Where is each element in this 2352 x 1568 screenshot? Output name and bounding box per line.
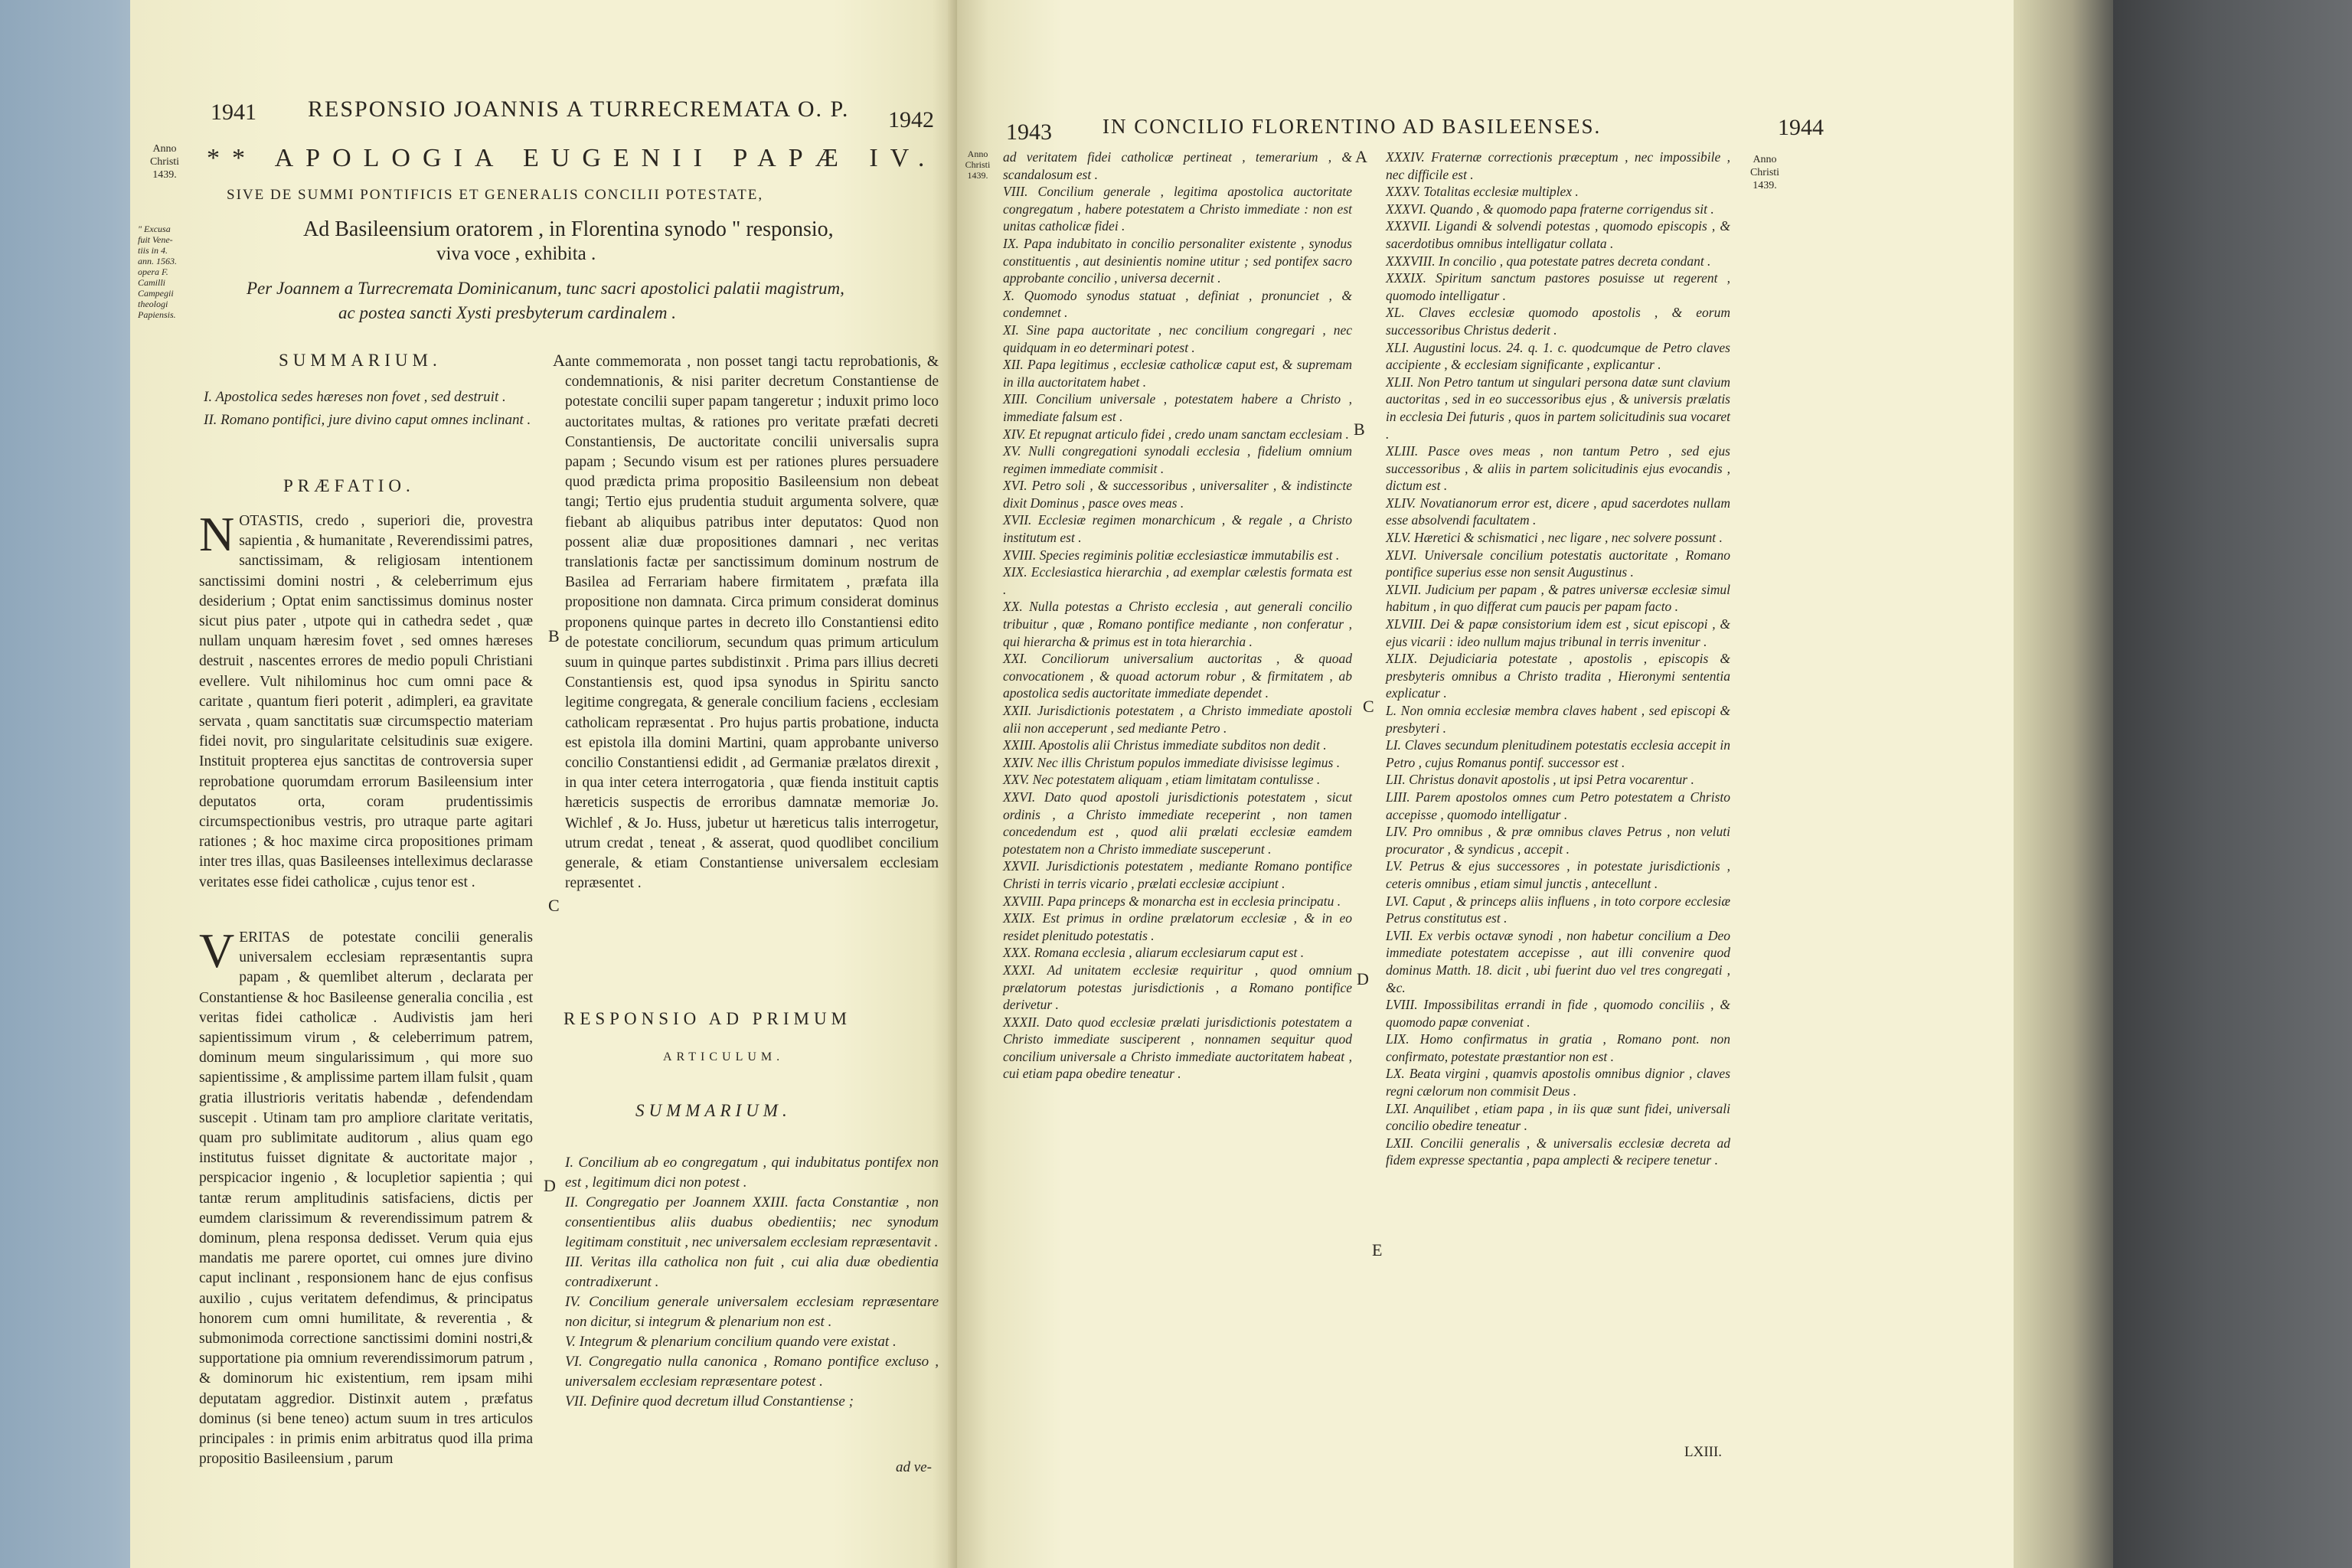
list-item: XIX. Ecclesiastica hierarchia , ad exemplar cælestis formata est . — [1003, 564, 1352, 597]
left-page — [130, 0, 957, 1568]
margin-year-left: Anno Christi 1439. — [965, 149, 991, 181]
list-item: X. Quomodo synodus statuat , definiat , pronunciet , & condemnet . — [1003, 287, 1352, 321]
catchword: LXIII. — [1684, 1444, 1723, 1460]
list-item: XXVI. Dato quod apostoli jurisdictionis potestatem , sicut ordinis , a Christo immediate receperint , non tamen concedendum est , quod alii prælati ecclesiæ eamdem potestatem non a Christo immediate susceperunt . — [1003, 789, 1352, 857]
veritas-body: ERITAS de potestate concilii generalis universalem ecclesiam repræsentantis supra papam , & quemlibet alterum , declarata per Constantiense & hoc Basileense generalia concilia , est veritas fidei catholicæ . Audivistis jam heri sapientissimum virum , & celeberrimum patrem, dominum meum singularissimum , qui more suo sapientissime , & amplissime partem illam fulsit , quam gratia illustrioris veritatis habendæ , defendendam suscepit . Utinam tam pro ampliore claritate veritatis, quam pro sublimitate auditorum , alius quam ego institutus fuisset dignitate & auctoritate major , perspicacior ingenio , & locupletior sapientia ; qui tantæ rerum amplitudinis satisfaciens, dictis per eumdem clarissimum & reverendissimum patrem & dominum, plena responsa dedisset. Verum quia ejus mandatis me parere oportet, cui omnes jure divino caput inclinant , responsionem hanc de ejus confisus auxilio , cujus veritatem defendimus, & principatus honorem cum omni humilitate, & reverentia , & submonimoda correctione sanctissimi domini nostri,& supportatione pia omnium reverendissimorum patrum , & dominorum hic existentium, rem ipsam mihi deputatam aggredior. Distinxit autem , præfatus dominus (si bene teneo) actum suum in tres articulos principales : in primis enim arbitratus quod illa prima propositio Basileensium , parum — [199, 929, 533, 1468]
margin-year-right: Anno Christi 1439. — [1749, 154, 1780, 191]
summarium2-heading: SUMMARIUM. — [635, 1101, 792, 1120]
section-marker: C — [1363, 697, 1374, 716]
list-item: XLI. Augustini locus. 24. q. 1. c. quodcumque de Petro claves accipiente , & ecclesiam significante , explicantur . — [1386, 339, 1730, 373]
title-line-4: ac postea sancti Xysti presbyterum cardinalem . — [338, 303, 676, 322]
list-item: LX. Beata virgini , quamvis apostolis omnibus dignior , claves regni cælorum non commisit Deus . — [1386, 1066, 1730, 1099]
margin-year: Anno Christi 1439. — [149, 143, 180, 181]
list-item: LI. Claves secundum plenitudinem potestatis ecclesia accepit in Petro , cujus Romanus pontif. successor est . — [1386, 737, 1730, 770]
column-two-body: ante commemorata , non posset tangi tactu reprobationis, & condemnationis, & nisi pariter decretum Constantiense de potestate concilii super papam tangeretur ; induxit primo loco auctoritates multas, & rationes pro veritate præfati decreti Constantiensis, De auctoritate concilii universalis supra papam ; Secundo visum est per rationes plures persuadere quod prædicta prima propositio Basileensium non debeat tangi; Tertio ejus prudentia studuit argumenta solvere, quæ fiebant ab aliquibus patribus inter deputatos: Quod non possent aliæ duæ propositiones damnari , nec veritas translationis factæ per sanctissimum dominum nostrum de Basilea ad Ferrariam habere firmitatem , præfata illa propositione non damnata. Circa primum considerat dominus proponens quinque partes in decreto illo Constantiensi edito de potestate conciliorum, secundum quas primum articulum suum in quinque partes subdistinxit . Prima pars illius decreti Constantiensis est, quod ipsa synodus in Spiritu sancto legitime congregata, & generale concilium faciens , ecclesiam catholicam repræsentat . Pro hujus partis probatione, inducta est epistola illa domini Martini, quam approbante universo concilio Constantiensi edidit , ad Germaniæ prælatos direxit , in qua inter cetera interrogatoria , quæ fienda instituit captis hæreticis suspectis de erroribus damnatæ memoriæ Jo. Wichlef , & Jo. Huss, jubetur ut hæreticus talis interrogetur, utrum credat , teneat , & asserat, quod quodlibet concilium generale, & etiam Constantiense universalem ecclesiam repræsentet . — [565, 354, 939, 892]
catchword: ad ve- — [896, 1459, 932, 1475]
list-item: XLVI. Universale concilium potestatis auctoritate , Romano pontifice superius esse non sensit Augustinus . — [1386, 547, 1730, 580]
list-item: XXIV. Nec illis Christum populos immediate divisisse legimus . — [1003, 754, 1341, 770]
list-item: XXXIV. Fraternæ correctionis præceptum , nec impossibile , nec difficile est . — [1386, 149, 1730, 182]
list-item: XXXV. Totalitas ecclesiæ multiplex . — [1386, 184, 1579, 200]
list-item: XLIV. Novatianorum error est, dicere , apud sacerdotes nullam esse absolvendi facultatem . — [1386, 495, 1730, 528]
list-item: XXXIX. Spiritum sanctum pastores posuisse ut regerent , quomodo intelligatur . — [1386, 270, 1730, 303]
backdrop-right — [2113, 0, 2352, 1568]
list-item: VIII. Concilium generale , legitima apostolica auctoritate congregatum , habere potestatem a Christo immediate : non est unitas catholicæ fidei . — [1003, 184, 1352, 234]
list-item: XVI. Petro soli , & successoribus , universaliter , & indistincte dixit Dominus , pasce oves meas . — [1003, 478, 1352, 511]
summarium2-item: V. Integrum & plenarium concilium quando vere existat . — [565, 1334, 897, 1350]
summarium-item: II. Romano pontifici, jure divino caput omnes inclinant . — [204, 412, 531, 428]
list-item: XII. Papa legitimus , ecclesiæ catholicæ caput est, & supremam in illa auctoritatem habet . — [1003, 357, 1352, 390]
running-head: RESPONSIO JOANNIS A TURRECREMATA O. P. — [308, 96, 850, 122]
list-item: XXXI. Ad unitatem ecclesiæ requiritur , quod omnium prælatorum potestas jurisdictionis , a Romano pontifice derivetur . — [1003, 962, 1352, 1013]
page-number-right: 1944 — [1778, 115, 1824, 140]
list-item: LIII. Parem apostolos omnes cum Petro potestatem a Christo accepisse , quomodo intelligatur . — [1386, 789, 1730, 822]
list-item: XXII. Jurisdictionis potestatem , a Christo immediate apostoli alii non acceperunt , sed mediante Petro . — [1003, 703, 1352, 736]
list-item: LVII. Ex verbis octavæ synodi , non habetur concilium a Deo immediate potestatem accepisse , aut illi convenire quod dominus Matth. 18. dicit , ubi fuerint duo vel tres congregati , &c. — [1386, 927, 1730, 995]
right-page — [957, 0, 2014, 1568]
list-item: LVIII. Impossibilitas errandi in fide , quomodo conciliis , & quomodo papæ conveniat . — [1386, 997, 1730, 1030]
summarium-heading: SUMMARIUM. — [279, 351, 442, 370]
summarium-item: I. Apostolica sedes hæreses non fovet , sed destruit . — [204, 389, 506, 405]
list-item: XLVIII. Dei & papæ consistorium idem est , sicut episcopi , & ejus vicarii : ideo nullum majus tribunal in terris invenitur . — [1386, 616, 1730, 649]
responsio-heading: RESPONSIO AD PRIMUM — [564, 1009, 852, 1028]
list-item: LXI. Anquilibet , etiam papa , in iis quæ sunt fidei, universali concilio obedire teneatur . — [1386, 1100, 1730, 1134]
section-marker: C — [548, 896, 560, 915]
list-item: LXII. Concilii generalis , & universalis ecclesiæ decreta ad fidem expresse spectantia , papa amplecti & recipere tenetur . — [1386, 1135, 1730, 1168]
summarium2-item: IV. Concilium generale universalem ecclesiam repræsentare non dicitur, si integrum & plenarium non est . — [565, 1294, 939, 1330]
summarium-list — [204, 387, 533, 430]
list-item: XLVII. Judicium per papam , & patres universæ ecclesiæ simul habitum , in quo differat cum paucis per papam facto . — [1386, 581, 1730, 615]
list-item: ad veritatem fidei catholicæ pertineat , temerarium , & scandalosum est . — [1003, 149, 1352, 182]
margin-footnote: " Excusa fuit Vene- tiis in 4. ann. 1563. opera F. Camilli Campegii theologi Papiensis. — [138, 224, 177, 320]
column-two-text — [565, 352, 939, 893]
summarium2-item: III. Veritas illa catholica non fuit , cui alia duæ obedientia contradixerunt . — [565, 1254, 939, 1290]
section-marker: E — [1372, 1240, 1383, 1259]
page-number-left: 1943 — [1006, 119, 1052, 145]
list-item: XIV. Et repugnat articulo fidei , credo unam sanctam ecclesiam . — [1003, 426, 1349, 442]
list-item: XVII. Ecclesiæ regimen monarchicum , & regale , a Christo institutum est . — [1003, 512, 1352, 546]
list-item: LIX. Homo confirmatus in gratia , Romano pont. non confirmato, potestate præstantior non est . — [1386, 1031, 1730, 1064]
list-item: LII. Christus donavit apostolis , ut ipsi Petra vocarentur . — [1386, 772, 1694, 788]
section-marker: B — [1354, 420, 1365, 439]
list-item: XX. Nulla potestas a Christo ecclesia , aut generali concilio tribuitur , quæ , Romano pontifice mediante , non conferatur , qui hierarcha & primus est in tota hierarchia . — [1003, 599, 1352, 649]
title-line-3: Per Joannem a Turrecremata Dominicanum, tunc sacri apostolici palatii magistrum, — [247, 279, 844, 298]
right-column-two — [1386, 149, 1730, 1169]
list-item: XXIII. Apostolis alii Christus immediate subditos non dedit . — [1003, 737, 1327, 753]
list-item: XXXVIII. In concilio , qua potestate patres decreta condant . — [1386, 253, 1711, 269]
summarium2-list — [565, 1153, 939, 1412]
list-item: XXX. Romana ecclesia , aliarum ecclesiarum caput est . — [1003, 945, 1305, 961]
list-item: XVIII. Species regiminis politiæ ecclesiasticæ immutabilis est . — [1003, 547, 1340, 563]
list-item: XL. Claves ecclesiæ quomodo apostolis , & eorum successoribus Christus dederit . — [1386, 305, 1730, 338]
list-item: XXI. Conciliorum universalium auctoritas , & quoad convocationem , & quoad actorum robur , & firmitatem , ab apostolica sedis auctoritate immediate dependet . — [1003, 651, 1352, 701]
list-item: XLIX. Dejudiciaria potestate , apostolis , episcopis & presbyteris omnibus a Christo tradita , Hieronymi sententia explicatur . — [1386, 651, 1730, 701]
praefatio-text — [199, 507, 533, 893]
title-line-2: viva voce , exhibita . — [436, 243, 596, 264]
page-number: 1941 — [211, 100, 256, 125]
list-item: XXXVI. Quando , & quomodo papa fraterne corrigendus sit . — [1386, 201, 1714, 217]
list-item: XV. Nulli congregationi synodali ecclesia , fidelium omnium regimen immediate commisit . — [1003, 443, 1352, 476]
section-marker: B — [548, 626, 560, 645]
list-item: XXVIII. Papa princeps & monarcha est in ecclesia principatu . — [1003, 893, 1341, 909]
title-line-1: Ad Basileensium oratorem , in Florentina synodo " responsio, — [303, 217, 834, 241]
list-item: LIV. Pro omnibus , & præ omnibus claves Petrus , non veluti procurator , & syndicus , accepit . — [1386, 824, 1730, 857]
list-item: L. Non omnia ecclesiæ membra claves habent , sed episcopi & presbyteri . — [1386, 703, 1730, 736]
praefatio-heading: PRÆFATIO. — [283, 476, 415, 495]
summarium2-item: VI. Congregatio nulla canonica , Romano pontifice excluso , universalem ecclesiam repræsentare potest . — [565, 1354, 939, 1390]
praefatio-body: OTASTIS, credo , superiori die, provestra sapientia , & humanitate , Reverendissimi patres, sanctissimam, & religiosam intentionem sanctissimi domini nostri , & celeberrimum ejus desiderium ; Optat enim sanctissimus dominus noster sicut pius pater , utpote qui in cathedra sedet , quæ nullam unquam hæresim fovet , sed omnes hæreses destruit , nascentes errores de medio populi Christiani evellere. Vult nihilominus hoc cum omni pace & caritate , quantum fieri poterit , adimpleri, ea gravitate servata , quam sanctitatis suæ circumspectio materiam fidei novit, pro singularitate celsitudinis suæ exigere. Instituit propterea ejus sanctitas de controversia super reprobatione quorumdam errorum Basileensium inter deputatos orta, coram prudentissimis circumspectionibus vestris, pro utraque parte agitari rationes ; & hoc maxime circa propositiones primam inter tres illas, quas Basileenses intelleximus declarasse veritates esse fidei catholicæ , cujus tenor est . — [199, 513, 533, 890]
dropcap-v: V — [199, 923, 235, 978]
section-marker: A — [1355, 147, 1367, 166]
dropcap-n: N — [199, 507, 235, 561]
list-item: XLIII. Pasce oves meas , non tantum Petro , sed ejus successoribus , & aliis in partem solicitudinis ejus evocandis , dictum est . — [1386, 443, 1730, 494]
list-item: XIII. Concilium universale , potestatem habere a Christo , immediate falsum est . — [1003, 391, 1352, 424]
page-number-inner: 1942 — [888, 107, 934, 132]
list-item: XLV. Hæretici & schismatici , nec ligare , nec solvere possunt . — [1386, 530, 1723, 546]
list-item: XXXII. Dato quod ecclesiæ prælati jurisdictionis potestatem a Christo immediate susciperent , nonnamen sequitur quod concilium universale a Christo immediate auctoritatem habeat , cui etiam papa obedire teneatur . — [1003, 1014, 1352, 1082]
list-item: XXV. Nec potestatem aliquam , etiam limitatam contulisse . — [1003, 772, 1321, 788]
articulum-heading: ARTICULUM. — [663, 1050, 785, 1063]
list-item: XI. Sine papa auctoritate , nec concilium congregari , nec quidquam in eo determinari potest . — [1003, 322, 1352, 355]
list-item: XXIX. Est primus in ordine prælatorum ecclesiæ , & in eo residet plenitudo potestatis . — [1003, 910, 1352, 943]
list-item: LV. Petrus & ejus successores , in potestate jurisdictionis , ceteris omnibus , etiam simul junctis , antecellunt . — [1386, 858, 1730, 891]
summarium2-item: I. Concilium ab eo congregatum , qui indubitatus pontifex non est , legitimum dici non potest . — [565, 1155, 939, 1191]
work-subtitle: SIVE DE SUMMI PONTIFICIS ET GENERALIS CONCILII POTESTATE, — [227, 187, 764, 203]
section-marker: D — [544, 1176, 556, 1195]
list-item: XXVII. Jurisdictionis potestatem , mediante Romano pontifice Christi in terris vicario , prælati ecclesiæ accipiunt . — [1003, 858, 1352, 891]
running-head: IN CONCILIO FLORENTINO AD BASILEENSES. — [1102, 115, 1602, 138]
list-item: IX. Papa indubitato in concilio personaliter existente , synodus constituentis , aut desinientis nomine utitur ; sed pontifex sacro approbante concilio , universa decernit . — [1003, 235, 1352, 286]
summarium2-item: VII. Definire quod decretum illud Constantiense ; — [565, 1393, 854, 1410]
work-title: ** APOLOGIA EUGENII PAPÆ IV. — [207, 144, 937, 172]
right-column-one — [1003, 149, 1352, 1083]
list-item: LVI. Caput , & princeps aliis influens , in toto corpore ecclesiæ Petrus constitutus est . — [1386, 893, 1730, 926]
veritas-text — [199, 923, 533, 1469]
section-marker: D — [1357, 969, 1369, 988]
section-marker: A — [553, 351, 565, 370]
summarium2-item: II. Congregatio per Joannem XXIII. facta Constantiæ , non consentientibus aliis duabus obedientiis; nec synodum legitimam constituit , nec universalem ecclesiam repræsentavit . — [565, 1194, 939, 1250]
list-item: XLII. Non Petro tantum ut singulari persona datæ sunt clavium auctoritas , sed in eo successoribus ejus , & universis prælatis in ecclesia Dei futuris , quos in partem solicitudinis sua vocaret . — [1386, 374, 1730, 442]
list-item: XXXVII. Ligandi & solvendi potestas , quomodo episcopis , & sacerdotibus omnibus intelligatur collata . — [1386, 218, 1730, 251]
